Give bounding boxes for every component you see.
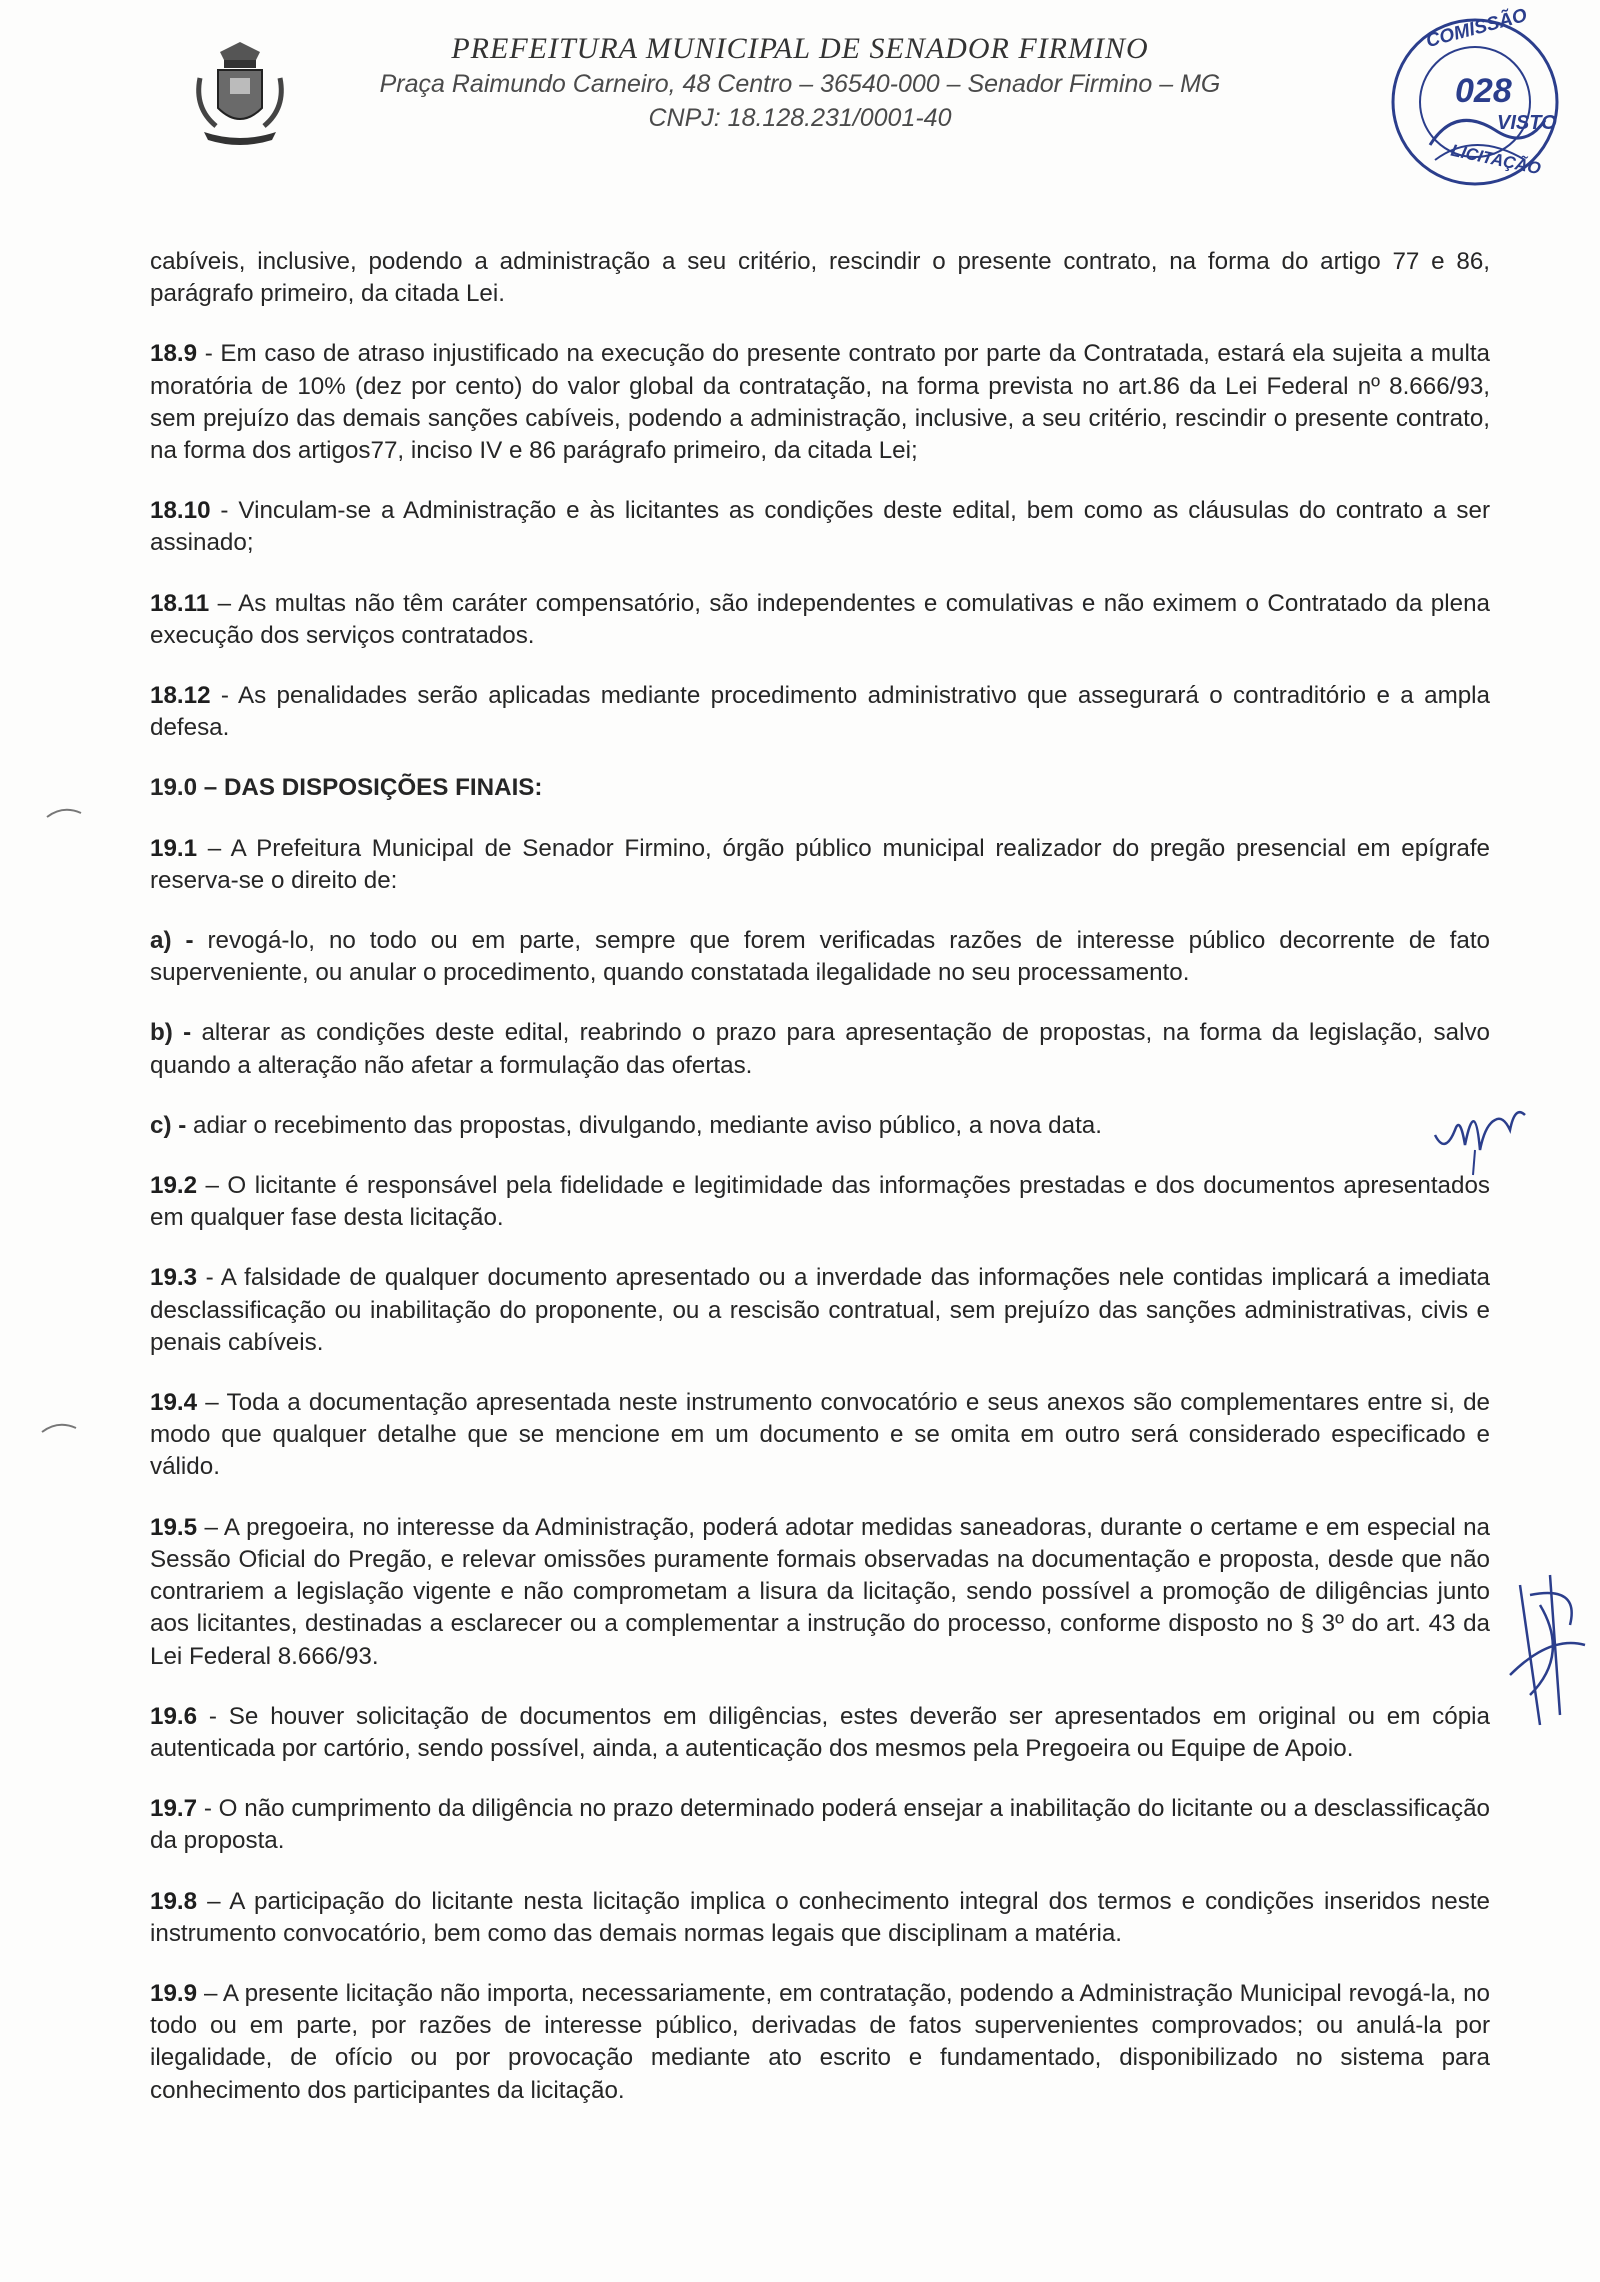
stamp-visto: VISTO: [1497, 112, 1557, 134]
item-label: a) -: [150, 927, 194, 955]
header-address: Praça Raimundo Carneiro, 48 Centro – 36540-000 – Senador Firmino – MG: [379, 70, 1221, 98]
paragraph-text: – A presente licitação não importa, necessariamente, em contratação, podendo a Administração Municipal revogá-la, no todo ou em parte, por razões de interesse público, derivadas de fatos supervenientes comprovados; ou anulá-la por ilegalidade, de ofício ou por provocação mediante ato escrito e fundamentado, disponibilizado no sistema para conhecimento dos participantes da licitação.: [150, 1979, 1490, 2104]
handwritten-initials-signature: [1425, 1075, 1535, 1185]
stamp-number: 028: [1455, 72, 1512, 110]
item-text: revogá-lo, no todo ou em parte, sempre que forem verificadas razões de interesse público decorrente de fato superveniente, ou anular o procedimento, quando constatada ilegalidade no seu processamento.: [150, 927, 1491, 987]
paragraph-text: – Toda a documentação apresentada neste instrumento convocatório e seus anexos são complementares entre si, de modo que qualquer detalhe que se mencione em um documento e se omita em outro será considerado especificado e válido.: [150, 1389, 1490, 1481]
paragraph-text: – A participação do licitante nesta licitação implica o conhecimento integral dos termos e condições inseridos neste instrumento convocatório, bem como das demais normas legais que disciplinam a matéria.: [150, 1887, 1490, 1947]
header-title: PREFEITURA MUNICIPAL DE SENADOR FIRMINO: [451, 32, 1149, 65]
paragraph-19-9: [150, 1978, 1490, 2107]
list-item-a: [150, 925, 1490, 989]
list-item-b: [150, 1017, 1490, 1081]
item-label: c) -: [150, 1111, 187, 1139]
paragraph-19-4: [150, 1387, 1490, 1484]
stamp-bottom-text: LICITAÇÃO: [1449, 140, 1543, 179]
paragraph-text: – O licitante é responsável pela fidelidade e legitimidade das informações prestadas e dos documentos apresentados em qualquer fase desta licitação.: [150, 1172, 1490, 1232]
paragraph-number: 19.4: [150, 1389, 198, 1417]
section-title: 19.0 – DAS DISPOSIÇÕES FINAIS:: [150, 774, 543, 802]
paragraph-number: 18.11: [150, 589, 210, 617]
stamp-top-text: COMISSÃO: [1423, 4, 1530, 53]
paragraph-19-7: [150, 1793, 1490, 1857]
paragraph-number: 19.9: [150, 1979, 198, 2007]
paragraph-18-11: [150, 588, 1490, 652]
margin-mark: [40, 1420, 80, 1436]
paragraph-19-6: [150, 1701, 1490, 1765]
paragraph-18-10: [150, 495, 1490, 559]
paragraph-text: cabíveis, inclusive, podendo a administração a seu critério, rescindir o presente contrato, na forma do artigo 77 e 86, parágrafo primeiro, da citada Lei.: [150, 248, 1490, 308]
paragraph-text: – A pregoeira, no interesse da Administração, poderá adotar medidas saneadoras, durante o certame e em especial na Sessão Oficial do Pregão, e relevar omissões puramente formais observadas na documentação e proposta, desde que não contrariem a legislação vigente e não comprometam a lisura da licitação, sendo possível a promoção de diligências junto aos licitantes, destinadas a esclarecer ou a complementar a instrução do processo, conforme disposto no § 3º do art. 43 da Lei Federal 8.666/93.: [150, 1513, 1490, 1670]
paragraph-number: 19.5: [150, 1513, 198, 1541]
paragraph-19-3: [150, 1262, 1490, 1359]
handwritten-signature: [1500, 1565, 1590, 1745]
paragraph-text: - As penalidades serão aplicadas mediante procedimento administrativo que assegurará o contraditório e a ampla defesa.: [150, 682, 1490, 742]
paragraph-text: – As multas não têm caráter compensatório, são independentes e comulativas e não eximem o Contratado da plena execução dos serviços contratados.: [150, 589, 1490, 649]
paragraph-number: 19.2: [150, 1172, 198, 1200]
paragraph-text: - Vinculam-se a Administração e às licitantes as condições deste edital, bem como as cláusulas do contrato a ser assinado;: [150, 497, 1490, 557]
paragraph-19-1: [150, 833, 1490, 897]
paragraph-number: 19.6: [150, 1702, 198, 1730]
paragraph: [150, 246, 1490, 310]
item-label: b) -: [150, 1019, 192, 1047]
document-body: [150, 246, 1490, 2135]
paragraph-text: - O não cumprimento da diligência no prazo determinado poderá ensejar a inabilitação do licitante ou a desclassificação da proposta.: [150, 1795, 1490, 1855]
paragraph-19-2: [150, 1170, 1490, 1234]
paragraph-text: - A falsidade de qualquer documento apresentado ou a inverdade das informações nele contidas implicará a imediata desclassificação ou inabilitação do proponente, ou a rescisão contratual, sem prejuízo das sanções administrativas, civis e penais cabíveis.: [150, 1264, 1490, 1356]
paragraph-18-12: [150, 680, 1490, 744]
paragraph-text: – A Prefeitura Municipal de Senador Firmino, órgão público municipal realizador do pregão presencial em epígrafe reserva-se o direito de:: [150, 834, 1490, 894]
list-item-c: [150, 1110, 1490, 1142]
paragraph-18-9: [150, 338, 1490, 467]
margin-mark: [45, 805, 85, 821]
paragraph-number: 19.8: [150, 1887, 198, 1915]
paragraph-text: - Se houver solicitação de documentos em diligências, estes deverão ser apresentados em original ou em cópia autenticada por cartório, sendo possível, ainda, a autenticação dos mesmos pela Pregoeira ou Equipe de Apoio.: [150, 1702, 1490, 1762]
paragraph-number: 18.9: [150, 340, 198, 368]
paragraph-19-5: [150, 1512, 1490, 1673]
header-cnpj: CNPJ: 18.128.231/0001-40: [648, 104, 952, 132]
paragraph-number: 19.7: [150, 1795, 198, 1823]
paragraph-number: 18.12: [150, 682, 211, 710]
paragraph-19-8: [150, 1886, 1490, 1950]
paragraph-number: 19.3: [150, 1264, 198, 1292]
paragraph-text: - Em caso de atraso injustificado na execução do presente contrato por parte da Contratada, estará ela sujeita a multa moratória de 10% (dez por cento) do valor global da contratação, na forma prevista no art.86 da Lei Federal nº 8.666/93, sem prejuízo das demais sanções cabíveis, podendo a administração, inclusive, a seu critério, rescindir o presente contrato, na forma dos artigos77, inciso IV e 86 parágrafo primeiro, da citada Lei;: [150, 340, 1490, 465]
paragraph-number: 18.10: [150, 497, 211, 525]
paragraph-number: 19.1: [150, 834, 198, 862]
item-text: adiar o recebimento das propostas, divulgando, mediante aviso público, a nova data.: [186, 1111, 1102, 1139]
item-text: alterar as condições deste edital, reabrindo o prazo para apresentação de propostas, na forma da legislação, salvo quando a alteração não afetar a formulação das ofertas.: [150, 1019, 1490, 1079]
